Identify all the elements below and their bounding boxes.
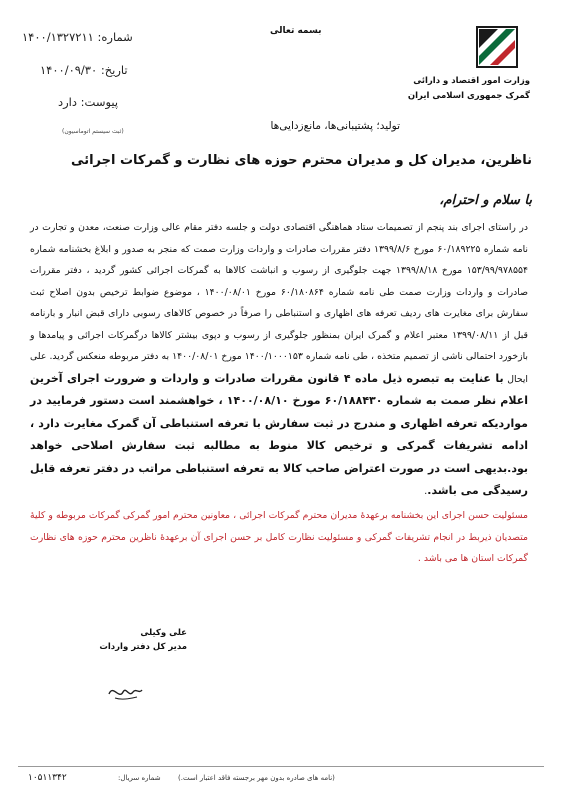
letter-number <box>22 30 133 44</box>
signature-mark-icon <box>105 680 145 704</box>
customs-logo-icon <box>476 26 518 68</box>
motto: تولید؛ پشتیبانی‌ها، مانع‌زدایی‌ها <box>270 120 400 132</box>
footer-serial-value: ۱۰۵۱۱۳۴۲ <box>28 773 67 783</box>
letter-date <box>40 63 128 77</box>
greeting: با سلام و احترام، <box>439 193 532 208</box>
signatory-name: علی وکیلی <box>140 628 187 638</box>
system-note: (ثبت سیستم اتوماسیون) <box>62 128 124 135</box>
organization-name <box>408 74 530 104</box>
responsibility-paragraph: مسئولیت حسن اجرای این بخشنامه برعهدهٔ مدیران محترم گمرکات اجرائی ، معاونین محترم امور گمرکی گمرکات مربوطه و کلیهٔ متصدیان ذیربط در انجام تشریفات گمرکی و مسئولیت نظارت کامل بر حسن اجرای آن برعهدهٔ ناظرین محترم حوزه های نظارت گمرکات استان ها می باشد . <box>30 510 528 564</box>
letter-number-value: ۱۴۰۰/۱۳۲۷۲۱۱ <box>22 30 94 44</box>
body-paragraph-instruction: با عنایت به تبصره ذیل ماده ۴ قانون مقررات صادرات و واردات و ضرورت اجرای آخرین اعلام نظر صمت به شماره ۶۰/۱۸۸۴۳۰ مورخ ۱۴۰۰/۰۸/۱۰ ، خواهشمند است دستور فرمایید در موارد‌یکه تعرفه اظهاری و مندرج در ثبت سفارش با تعرفه استنباطی آن گمرک مغایرت دارد ، ادامه تشریفات گمرکی و ترخیص کالا منوط به مطالبه ثبت سفارش اصلاحی خواهد بود.بدیهی است در صورت اعتراض صاحب کالا به تعرفه استنباطی مراتب در دفتر تعرفه قابل رسیدگی می باشد. <box>30 371 528 497</box>
customs-name: گمرک جمهوری اسلامی ایران <box>407 91 530 101</box>
footer-divider <box>18 766 544 767</box>
addressee: ناظرین، مدیران کل و مدیران محترم حوزه های نظارت و گمرکات اجرائی <box>71 153 532 168</box>
footer-validity-note: (نامه های صادره بدون مهر برجسته فاقد اعتبار است.) <box>178 774 335 782</box>
letter-number-label: شماره: <box>97 30 133 44</box>
letter-date-label: تاریخ: <box>100 63 128 77</box>
attachment-line: پیوست: دارد <box>58 95 119 109</box>
letter-body <box>30 217 528 503</box>
body-paragraph-intro: در راستای اجرای بند پنجم از تصمیمات ستاد هماهنگی اقتصادی دولت و جلسه دفتر مقام عالی وزارت صنعت، معدن و تجارت در نامه شماره ۶۰/۱۸۹۲۲۵ مورخ ۱۳۹۹/۸/۶ دفتر مقررات صادرات و واردات وزارت صمت که منجر به صدور و ابلاغ بخشنامه شماره ۱۵۳/۹۹/۹۷۸۵۵۴ مورخ ۱۳۹۹/۸/۱۸ جهت جلوگیری از رسوب و انباشت کالاها به گمرکات اجرائی کشور گردید ، دفتر مقررات صادرات و واردات وزارت صمت طی نامه شماره ۶۰/۱۸۰۸۶۴ مورخ ۱۴۰۰/۰۸/۰۱ ، موضوع ضوابط ترخیص بدون اصلاح ثبت سفارش برای مغایرت های ردیف تعرفه های اظهاری و استنباطی را صرفاً در خصوص کالاهای رسوبی دارای قبض انبار و بارنامه قبل از ۱۳۹۹/۰۸/۱۱ معتبر اعلام و گمرک ایران بمنظور جلوگیری از رسوب و دپوی بیشتر کالاها درگمرکات اجرائی و پیامدها و بازخورد احتمالی ناشی از تصمیم متخذه ، طی نامه شماره ۱۴۰۰/۱۰۰۰۱۵۳ مورخ ۱۴۰۰/۰۸/۰۱ به دفتر مربوطه منعکس گردید. علی ایحال <box>30 222 529 385</box>
body-paragraph-end: . <box>424 486 428 497</box>
basmala: بسمه تعالی <box>270 26 322 36</box>
footer-serial-label: شماره سریال: <box>118 774 161 782</box>
letter-date-value: ۱۴۰۰/۰۹/۳۰ <box>40 63 98 77</box>
ministry-name: وزارت امور اقتصاد و دارائی <box>413 76 530 86</box>
signatory-title: مدیر کل دفتر واردات <box>99 642 187 652</box>
